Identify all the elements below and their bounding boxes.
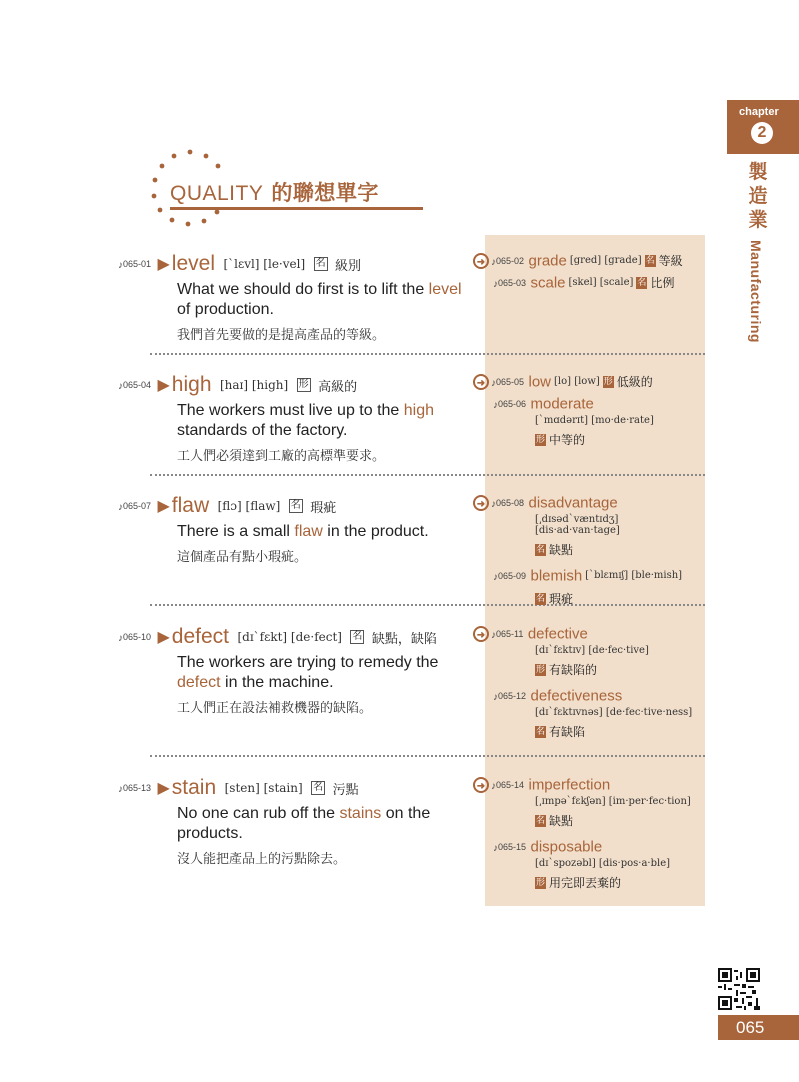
related-word: disposable: [530, 838, 603, 856]
qr-code-icon[interactable]: [718, 968, 760, 1010]
audio-note-icon[interactable]: ♪: [491, 257, 496, 268]
related-words: ➜ ♪065-05 low [lo] [low] 形 低級的 ♪065-06 moderate [ˋmɑdərɪt] [mo·de·rate] 形 中等的: [473, 373, 703, 449]
audio-note-icon[interactable]: ♪: [493, 279, 498, 290]
play-arrow-icon: ▶: [157, 780, 170, 797]
headword: flaw: [171, 494, 210, 517]
audio-note-icon[interactable]: ♪: [491, 499, 496, 510]
chapter-number: 2: [751, 122, 773, 144]
related-word: low: [528, 373, 551, 391]
play-arrow-icon: ▶: [157, 498, 170, 515]
audio-note-icon[interactable]: ♪: [493, 692, 498, 703]
related-word: defectiveness: [530, 687, 623, 705]
page-number: 065: [718, 1015, 799, 1040]
section-divider: [150, 353, 705, 355]
headword: stain: [171, 776, 217, 799]
translation: 工人們必須達到工廠的高標準要求。: [177, 449, 386, 464]
translation: 這個產品有點小瑕疵。: [177, 550, 308, 565]
related-word: disadvantage: [528, 494, 618, 512]
chapter-title-cn-3: 業: [748, 209, 768, 231]
vocab-entry: [118, 252, 473, 343]
chapter-title-en: Manufacturing: [748, 240, 764, 343]
translation: 沒人能把產品上的污點除去。: [177, 852, 347, 867]
example-sentence: The workers are trying to remedy the defect in the machine.: [177, 654, 439, 691]
page-title-cn: 的聯想單字: [271, 181, 379, 205]
audio-note-icon[interactable]: ♪: [118, 633, 123, 645]
audio-note-icon[interactable]: ♪: [118, 784, 123, 796]
chapter-title-cn-1: 製: [748, 161, 768, 183]
play-arrow-icon: ▶: [157, 629, 170, 646]
related-arrow-icon: ➜: [473, 495, 489, 511]
translation: 我們首先要做的是提高產品的等級。: [177, 328, 386, 343]
related-word: defective: [527, 625, 588, 643]
related-word: imperfection: [528, 776, 611, 794]
related-arrow-icon: ➜: [473, 626, 489, 642]
title-underline: [170, 207, 423, 210]
chapter-label: chapter: [739, 106, 779, 118]
related-word: blemish: [530, 567, 583, 585]
related-words: ➜ ♪065-02 grade [gred] [grade] 名 等級 ♪065-03 scale [skel] [scale] 名 比例: [473, 252, 703, 292]
vocab-entry: ♪065-13 ▶stain [sten] [stain] 名 污點 No one can rub off the stains on the products. 沒人能把產品上的污點除去。: [118, 776, 473, 867]
vocab-entry: ♪065-07 ▶flaw [flɔ] [flaw] 名 瑕疵 There is a small flaw in the product. 這個產品有點小瑕疵。: [118, 494, 473, 565]
audio-note-icon[interactable]: ♪: [118, 381, 123, 393]
vocab-entry: ♪065-10 ▶defect [dɪˋfɛkt] [de·fect] 名 缺點，缺陷 The workers are trying to remedy the defect in the machine. 工人們正在設法補救機器的缺陷。: [118, 625, 473, 716]
example-sentence: There is a small flaw in the product.: [177, 523, 429, 540]
related-words: ➜ ♪065-08 disadvantage [͵dɪsədˋvæntɪdʒ] [dis·ad·van·tage] 名 缺點 ♪065-09 blemish [ˋblɛmɪʃ] [ble·mish] 名 瑕疵: [473, 494, 703, 608]
meaning: 級別: [335, 258, 362, 274]
play-arrow-icon: ▶: [157, 256, 170, 273]
part-of-speech: 名: [315, 258, 326, 269]
headword: defect: [171, 625, 230, 648]
chapter-tab: [727, 100, 799, 154]
audio-note-icon[interactable]: ♪: [491, 378, 496, 389]
related-arrow-icon: ➜: [473, 374, 489, 390]
audio-note-icon[interactable]: ♪: [491, 630, 496, 641]
headword: high: [171, 373, 212, 396]
related-words: ➜ ♪065-11 defective [dɪˋfɛktɪv] [de·fec·tive] 形 有缺陷的 ♪065-12 defectiveness [dɪˋfɛktɪvnəs] [de·fec·tive·ness] 名 有缺陷: [473, 625, 703, 741]
page-title: [170, 177, 379, 207]
vocab-entry: ♪065-04 ▶high [haɪ] [high] 形 高級的 The workers must live up to the high standards of the factory. 工人們必須達到工廠的高標準要求。: [118, 373, 473, 464]
pronunciation: [ˋlɛvl] [le·vel]: [223, 257, 306, 271]
translation: 工人們正在設法補救機器的缺陷。: [177, 701, 373, 716]
play-arrow-icon: ▶: [157, 377, 170, 394]
audio-note-icon[interactable]: ♪: [118, 502, 123, 514]
audio-note-icon[interactable]: ♪: [493, 572, 498, 583]
example-sentence: What we should do first is to lift the level of production.: [177, 281, 462, 318]
section-divider: [150, 755, 705, 757]
related-arrow-icon: ➜: [473, 777, 489, 793]
page-title-en: QUALITY: [170, 182, 264, 205]
section-divider: [150, 474, 705, 476]
audio-note-icon[interactable]: ♪: [493, 843, 498, 854]
headword: level: [171, 252, 215, 275]
chapter-title-vertical: [748, 160, 776, 343]
related-arrow-icon: ➜: [473, 253, 489, 269]
track-code: 065-01: [123, 259, 152, 269]
related-word: grade: [528, 252, 567, 270]
audio-note-icon[interactable]: ♪: [118, 260, 123, 272]
related-words: ➜ ♪065-14 imperfection [͵ɪmpəˋfɛkʃən] [im·per·fec·tion] 名 缺點 ♪065-15 disposable [dɪˋspozəbl] [dis·pos·a·ble] 形 用完即丟棄的: [473, 776, 703, 892]
example-sentence: The workers must live up to the high standards of the factory.: [177, 402, 435, 439]
audio-note-icon[interactable]: ♪: [491, 781, 496, 792]
related-word: scale: [530, 274, 566, 292]
audio-note-icon[interactable]: ♪: [493, 400, 498, 411]
chapter-title-cn-2: 造: [748, 185, 768, 207]
related-word: moderate: [530, 395, 594, 413]
example-sentence: No one can rub off the stains on the products.: [177, 805, 431, 842]
